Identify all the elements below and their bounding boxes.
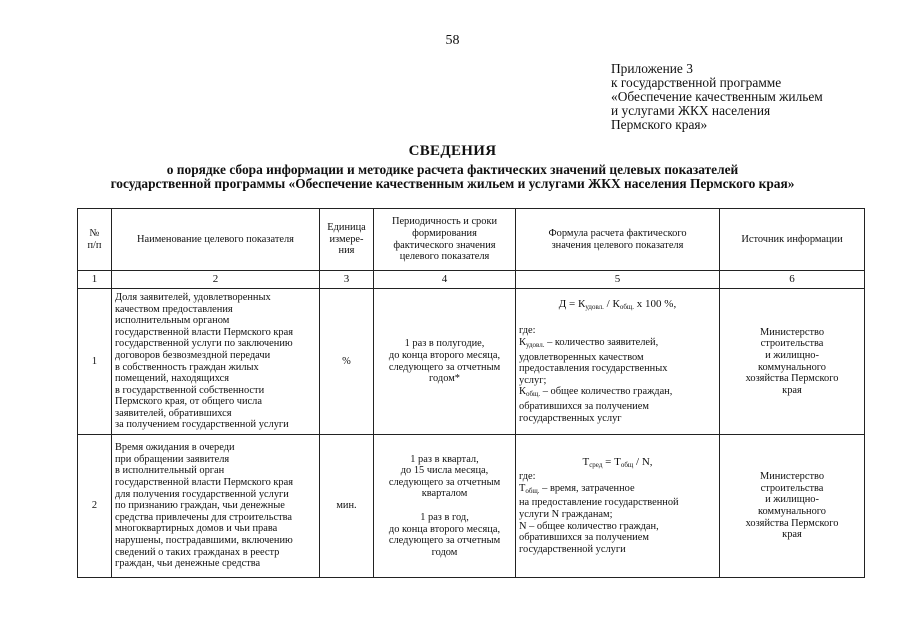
unit: мин.	[320, 435, 374, 578]
col-number: 5	[516, 271, 720, 289]
col-number: 6	[720, 271, 865, 289]
formula-expression: $Т_{сред} = Т_{общ} / N$,	[582, 455, 653, 469]
row-num: 1	[78, 289, 112, 435]
subtitle-line-1: о порядке сбора информации и методике расчета фактических значений целевых показателей	[166, 162, 739, 177]
indicator-name: Доля заявителей, удовлетворенных качеством предоставления исполнительным органом государственной власти Пермского края государственной услуги по заключению договоров безвозмездной передачи в собственность граждан жилых помещений, находящихся в государственной собственности Пермского края, от общего числа заявителей, обратившихся за получением государственной услуги	[112, 289, 320, 435]
formula: $Т_{сред} = Т_{общ} / N$, где: $Т_{общ.}$ – время, затраченное на предоставление государственной услуги N гражданам; N – общее количество граждан, обратившихся за получением государственной услуги	[516, 435, 720, 578]
header-period: Периодичность и сроки формирования фактического значения целевого показателя	[374, 209, 516, 271]
col-number: 4	[374, 271, 516, 289]
column-numbers-row	[78, 271, 865, 289]
appendix-line: и услугами ЖКХ населения	[611, 103, 771, 118]
appendix-line: «Обеспечение качественным жильем	[611, 89, 823, 104]
appendix-line: Приложение 3	[611, 61, 693, 76]
subtitle-line-2: государственной программы «Обеспечение качественным жильем и услугами ЖКХ населения Пермского края»	[110, 176, 795, 191]
row-num: 2	[78, 435, 112, 578]
table-row	[78, 289, 865, 435]
document-title: СВЕДЕНИЯ	[408, 143, 497, 159]
appendix-line: Пермского края»	[611, 117, 708, 132]
table-header-row	[78, 209, 865, 271]
header-unit: Единица измере- ния	[320, 209, 374, 271]
formula: $Д = К_{удовл.} / К_{общ.}$ х 100 %, где: $К_{удовл.}$ – количество заявителей, удовлетворенных качеством предоставления государственных услуг; $К_{общ.}$ – общее количество граждан, обратившихся за получением государственных услуг	[516, 289, 720, 435]
indicator-name: Время ожидания в очереди при обращении заявителя в исполнительный орган государственной власти Пермского края для получения государственной услуги по признанию граждан, чьи денежные средства привлечены для строительства многоквартирных домов и чьи права нарушены, пострадавшими, включению сведений о таких гражданах в реестр граждан, чьи денежные средства	[112, 435, 320, 578]
header-num: № п/п	[78, 209, 112, 271]
periodicity: 1 раз в квартал, до 15 числа месяца, следующего за отчетным кварталом 1 раз в год, до конца второго месяца, следующего за отчетным годом	[374, 435, 516, 578]
indicators-table	[77, 208, 865, 578]
appendix-line: к государственной программе	[611, 75, 782, 90]
page-number: 58	[445, 33, 460, 48]
periodicity: 1 раз в полугодие, до конца второго месяца, следующего за отчетным годом*	[374, 289, 516, 435]
appendix-header	[611, 62, 891, 132]
info-source: Министерство строительства и жилищно- коммунального хозяйства Пермского края	[720, 289, 865, 435]
info-source: Министерство строительства и жилищно- коммунального хозяйства Пермского края	[720, 435, 865, 578]
header-formula: Формула расчета фактического значения целевого показателя	[516, 209, 720, 271]
header-name: Наименование целевого показателя	[112, 209, 320, 271]
formula-expression: $Д = К_{удовл.} / К_{общ.}$ х 100 %,	[558, 297, 677, 311]
unit: %	[320, 289, 374, 435]
col-number: 2	[112, 271, 320, 289]
col-number: 3	[320, 271, 374, 289]
header-source: Источник информации	[720, 209, 865, 271]
document-subtitle	[40, 163, 865, 191]
col-number: 1	[78, 271, 112, 289]
table-row	[78, 435, 865, 578]
